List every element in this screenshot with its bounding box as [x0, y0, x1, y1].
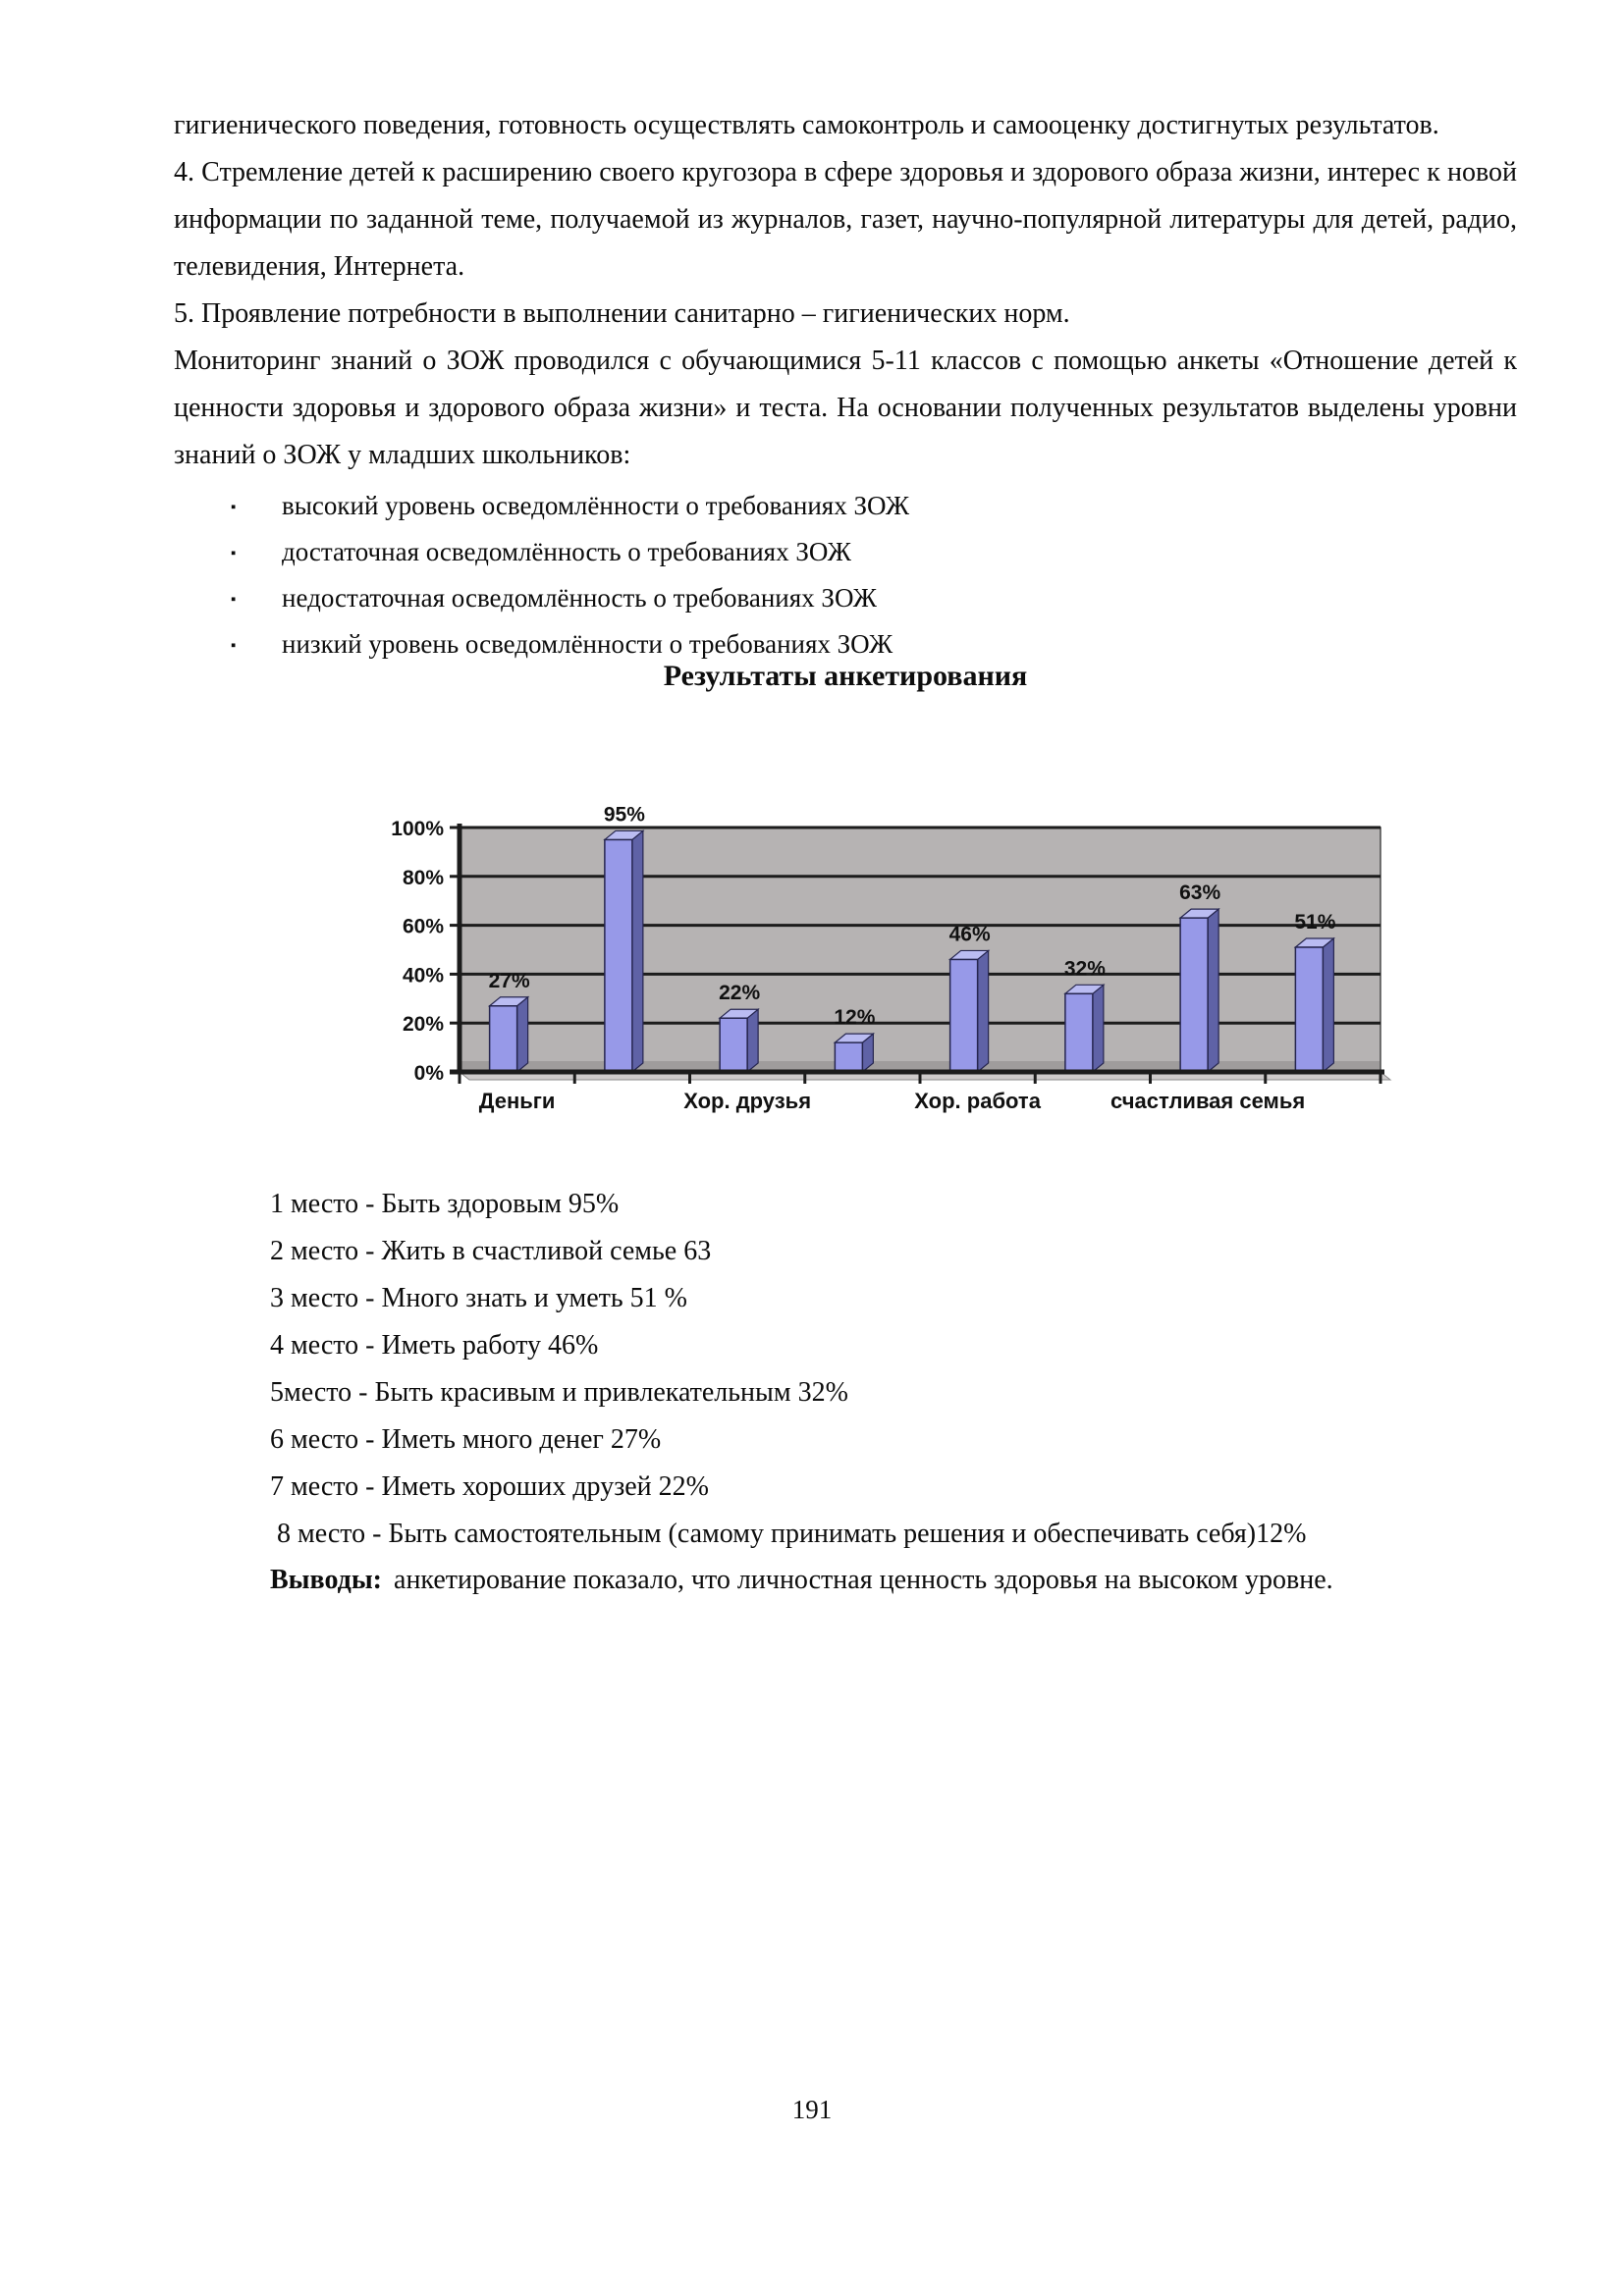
ranking-list [270, 1181, 1306, 1558]
y-tick-label: 40% [402, 964, 444, 988]
y-tick-label: 100% [391, 818, 444, 840]
bar-group [949, 923, 991, 1072]
square-bullet-icon: ▪ [231, 638, 237, 654]
bar-side-face [1208, 909, 1218, 1072]
bar-value-label: 51% [1294, 911, 1336, 934]
x-category-label: счастливая семья [1110, 1089, 1306, 1113]
bar-front-face [1180, 918, 1208, 1072]
x-category-label: Хор. работа [914, 1089, 1041, 1113]
x-category-label: Деньги [478, 1089, 556, 1113]
bar-front-face [490, 1006, 517, 1072]
bar-front-face [1295, 947, 1323, 1072]
bar-group [719, 982, 760, 1072]
list-item-label: недостаточная осведомлённость о требованиях ЗОЖ [282, 583, 877, 613]
bar-front-face [1065, 993, 1093, 1072]
square-bullet-icon: ▪ [231, 546, 237, 561]
paragraph-item4: 4. Стремление детей к расширению своего кругозора в сфере здоровья и здорового образа жизни, интерес к новой информации по заданной теме, получаемой из журналов, газет, научно-популярной литературы для детей, радио, телевидения, Интернета. [174, 157, 1517, 282]
ranking-item: 4 место - Иметь работу 46% [270, 1330, 599, 1361]
square-bullet-icon: ▪ [231, 592, 237, 608]
bar-value-label: 95% [603, 803, 645, 827]
conclusion-paragraph [270, 1557, 1517, 1604]
bar-front-face [835, 1042, 862, 1072]
ranking-item: 7 место - Иметь хороших друзей 22% [270, 1471, 709, 1502]
bar-value-label: 22% [719, 982, 761, 1005]
square-bullet-icon: ▪ [231, 500, 237, 515]
results-bar-chart [389, 780, 1400, 1122]
list-item [231, 577, 1517, 623]
bar-front-face [605, 839, 632, 1072]
bar-side-face [517, 997, 528, 1072]
bar-value-label: 27% [488, 969, 530, 992]
y-tick-label: 20% [402, 1013, 444, 1037]
bar-side-face [1093, 985, 1104, 1072]
plot-area [460, 828, 1380, 1072]
bar-value-label: 12% [834, 1006, 876, 1030]
ranking-item: 1 место - Быть здоровым 95% [270, 1189, 620, 1219]
ranking-item: 8 место - Быть самостоятельным (самому принимать решения и обеспечивать себя)12% [270, 1519, 1307, 1549]
y-tick-label: 0% [413, 1062, 444, 1085]
bar-group [1064, 957, 1106, 1072]
bar-front-face [950, 959, 978, 1072]
intro-text-block [174, 102, 1517, 669]
paragraph-hygiene: гигиенического поведения, готовность осуществлять самоконтроль и самооценку достигнутых результатов. [174, 110, 1439, 140]
ranking-item: 6 место - Иметь много денег 27% [270, 1424, 662, 1455]
y-tick-label: 80% [402, 866, 444, 889]
bar-front-face [720, 1018, 747, 1072]
paragraph-item5: 5. Проявление потребности в выполнении санитарно – гигиенических норм. [174, 298, 1070, 329]
section-title: Результаты анкетирования [663, 660, 1028, 692]
page-number: 191 [791, 2095, 833, 2124]
ranking-item: 3 место - Много знать и уметь 51 % [270, 1283, 687, 1313]
conclusion-label: Выводы: [270, 1565, 383, 1595]
ranking-item: 2 место - Жить в счастливой семье 63 [270, 1236, 712, 1266]
bar-group [604, 803, 645, 1072]
list-item-label: высокий уровень осведомлённости о требованиях ЗОЖ [282, 491, 910, 520]
bar-group [834, 1006, 875, 1072]
paragraph-monitoring: Мониторинг знаний о ЗОЖ проводился с обучающимися 5-11 классов с помощью анкеты «Отношение детей к ценности здоровья и здорового образа жизни» и теста. На основании полученных результатов выделены уровни знаний о ЗОЖ у младших школьников: [174, 346, 1517, 470]
list-item-label: достаточная осведомлённость о требованиях ЗОЖ [282, 537, 851, 566]
list-item [231, 531, 1517, 577]
bar-value-label: 32% [1063, 957, 1106, 981]
list-item-label: низкий уровень осведомлённости о требованиях ЗОЖ [282, 629, 893, 659]
bar-side-face [1323, 938, 1333, 1072]
x-category-label: Хор. друзья [683, 1089, 812, 1113]
bar-side-face [747, 1009, 758, 1072]
awareness-levels-list [174, 485, 1517, 669]
bar-side-face [978, 950, 989, 1072]
bar-value-label: 46% [948, 923, 991, 946]
chart-container [389, 780, 1400, 1122]
conclusion-text: анкетирование показало, что личностная ценность здоровья на высоком уровне. [394, 1565, 1333, 1595]
y-tick-label: 60% [402, 915, 444, 938]
bar-value-label: 63% [1179, 881, 1221, 905]
ranking-item: 5место - Быть красивым и привлекательным 32% [270, 1377, 848, 1408]
list-item [231, 485, 1517, 531]
bar-group [489, 970, 530, 1072]
bar-side-face [632, 830, 643, 1072]
